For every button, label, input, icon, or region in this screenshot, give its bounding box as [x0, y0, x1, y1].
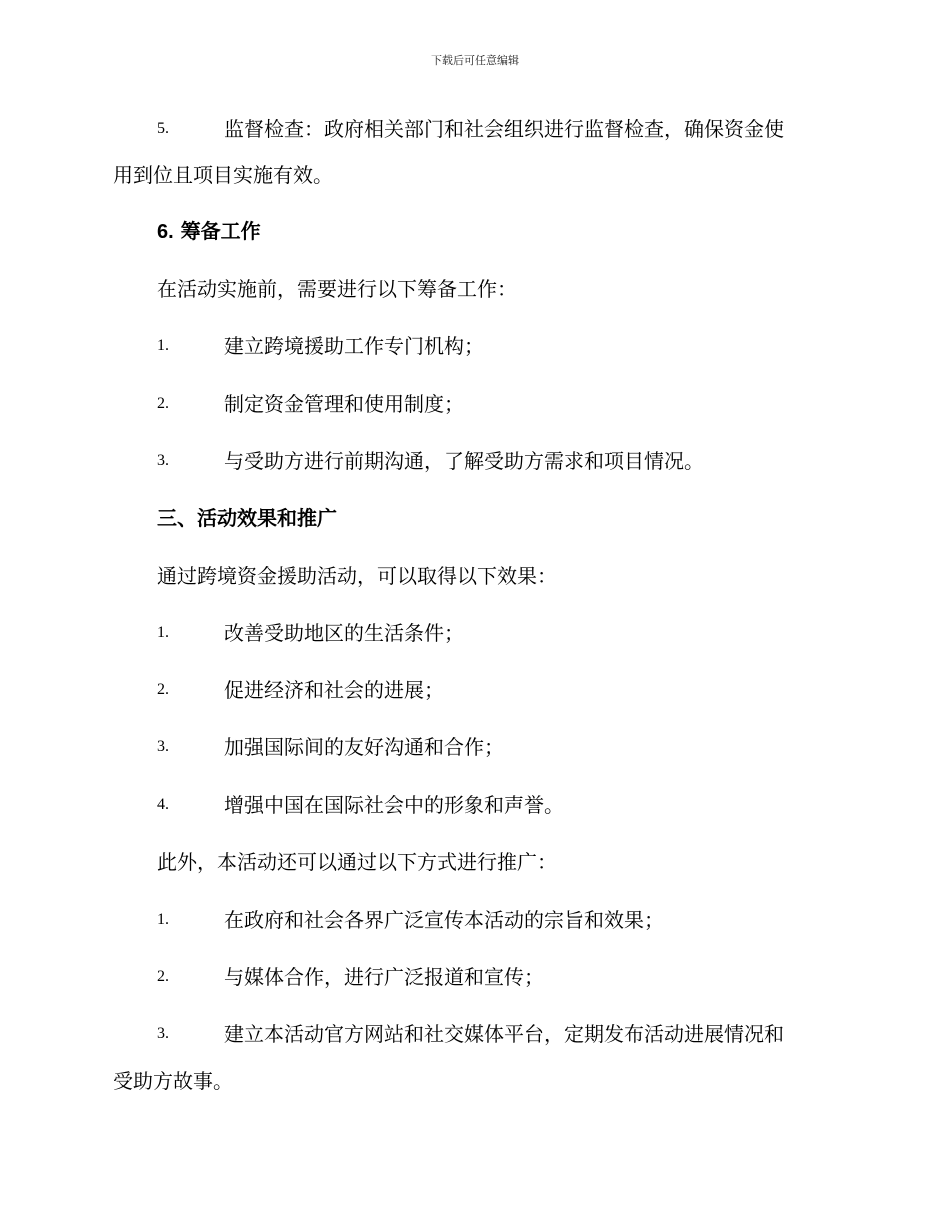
- list-number: 4.: [157, 796, 169, 813]
- page-header: 下载后可任意编辑: [431, 54, 519, 67]
- paragraph: 在活动实施前，需要进行以下筹备工作：: [157, 277, 517, 301]
- list-item-text: 促进经济和社会的进展；: [224, 678, 444, 702]
- list-number: 5.: [157, 120, 169, 137]
- list-item-text: 监督检查：政府相关部门和社会组织进行监督检查，确保资金使: [224, 117, 784, 141]
- list-number: 2.: [157, 395, 169, 412]
- list-number: 1.: [157, 337, 169, 354]
- paragraph: 通过跨境资金援助活动，可以取得以下效果：: [157, 564, 557, 588]
- list-item-text: 建立本活动官方网站和社交媒体平台，定期发布活动进展情况和: [224, 1022, 784, 1046]
- list-item-text: 在政府和社会各界广泛宣传本活动的宗旨和效果；: [224, 908, 664, 932]
- section-heading: 三、活动效果和推广: [157, 506, 337, 530]
- list-item-text: 制定资金管理和使用制度；: [224, 392, 464, 416]
- section-title: 筹备工作: [180, 219, 261, 243]
- section-heading: [157, 218, 261, 245]
- list-item-text: 加强国际间的友好沟通和合作；: [224, 735, 504, 759]
- list-number: 2.: [157, 681, 169, 698]
- list-item-text: 建立跨境援助工作专门机构；: [224, 334, 484, 358]
- list-number: 3.: [157, 738, 169, 755]
- list-item-continuation: 受助方故事。: [113, 1069, 233, 1093]
- list-number: 2.: [157, 968, 169, 985]
- section-number: 6.: [157, 221, 174, 243]
- list-number: 1.: [157, 624, 169, 641]
- list-item-text: 与媒体合作，进行广泛报道和宣传；: [224, 965, 544, 989]
- list-number: 3.: [157, 452, 169, 469]
- list-item-text: 改善受助地区的生活条件；: [224, 621, 464, 645]
- list-number: 1.: [157, 911, 169, 928]
- list-item-continuation: 用到位且项目实施有效。: [113, 163, 333, 187]
- list-item-text: 增强中国在国际社会中的形象和声誉。: [224, 793, 564, 817]
- list-number: 3.: [157, 1025, 169, 1042]
- paragraph: 此外，本活动还可以通过以下方式进行推广：: [157, 850, 557, 874]
- list-item-text: 与受助方进行前期沟通，了解受助方需求和项目情况。: [224, 449, 704, 473]
